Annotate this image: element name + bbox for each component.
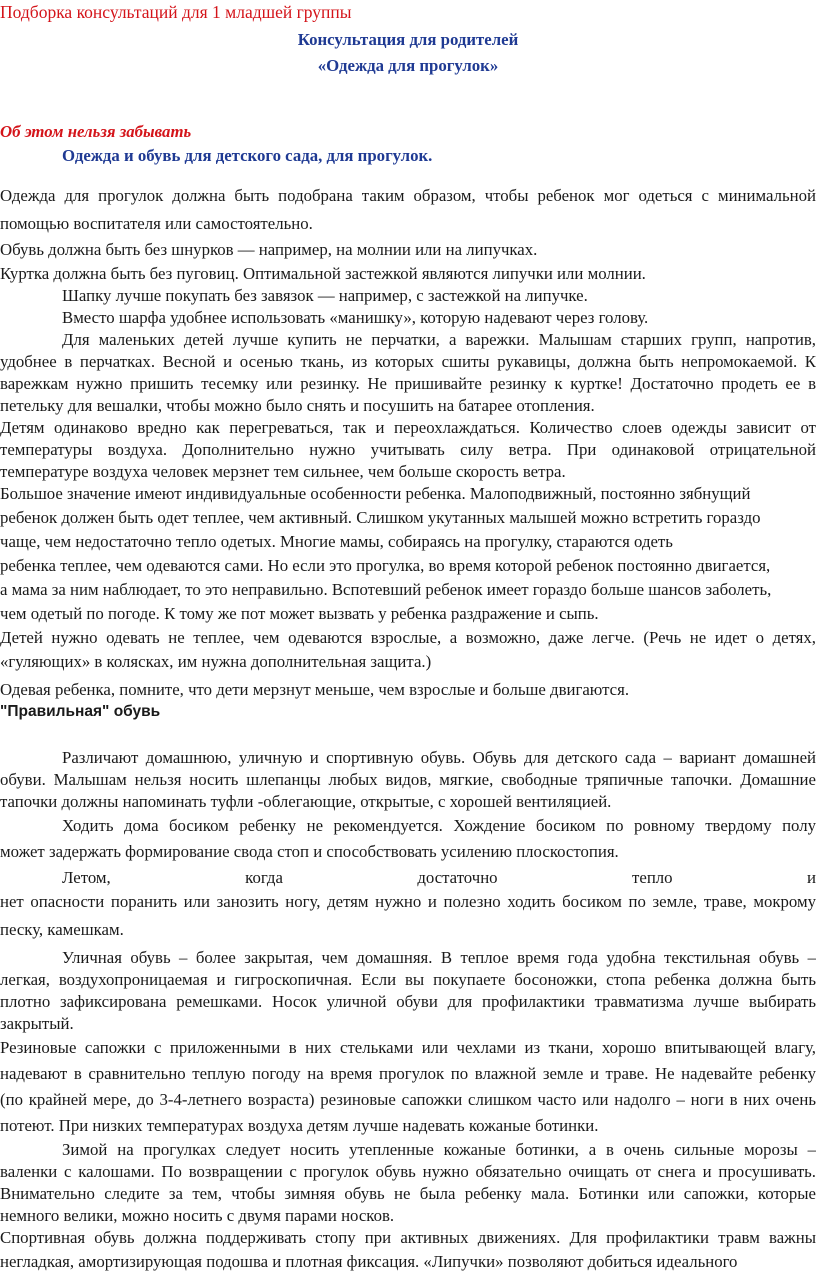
text-line: плотно зафиксирована ремешками. Носок уличной обуви для профилактики травматизма лучше выбирать [0,992,816,1011]
text-line: чаще, чем недостаточно тепло одетых. Многие мамы, собираясь на прогулку, стараются одеть [0,532,673,551]
text-line: Резиновые сапожки с приложенными в них стельками или чехлами из ткани, хорошо впитывающей влагу, [0,1038,816,1057]
text-line: (по крайней мере, до 3-4-летнего возраста) резиновые сапожки слишком часто или надолго – ноги в них очень [0,1090,816,1109]
text-line: а мама за ним наблюдает, то это неправильно. Вспотевший ребенок имеет гораздо больше шансов заболеть, [0,580,772,599]
shoes-title: "Правильная" обувь [0,703,161,720]
text-line: обуви. Малышам нельзя носить шлепанцы любых видов, мягкие, свободные тряпичные тапочки. Домашние [0,770,816,789]
text-line: легкая, воздухопроницаемая и гигроскопичная. Если вы покупаете босоножки, стопа ребенка должна быть [0,970,816,989]
text-line: Одежда для прогулок должна быть подобрана таким образом, чтобы ребенок мог одеться с минимальной [0,186,816,205]
text-line: Обувь должна быть без шнурков — например, на молнии или на липучках. [0,240,538,259]
text-line: Вместо шарфа удобнее использовать «манишку», которую надевают через голову. [62,308,649,327]
text-line: помощью воспитателя или самостоятельно. [0,214,313,233]
text-line: Различают домашнюю, уличную и спортивную обувь. Обувь для детского сада – вариант домашней [62,748,816,767]
text-line: ребенок должен быть одет теплее, чем активный. Слишком укутанных малышей можно встретить гораздо [0,508,761,527]
text-line: немного велики, можно носить с двумя парами носков. [0,1206,395,1225]
text-line: Шапку лучше покупать без завязок — например, с застежкой на липучке. [62,286,588,305]
text-line: Зимой на прогулках следует носить утепленные кожаные ботинки, а в очень сильные морозы – [62,1140,816,1159]
text-line: Летом, когда достаточно тепло и [62,868,816,887]
text-line: удобнее в перчатках. Весной и осенью ткань, из которых сшиты рукавицы, должна быть непромокаемой. К [0,352,816,371]
text-line: надевают в сравнительно теплую погоду на время прогулок по влажной земле и траве. Не надевайте ребенку [0,1064,816,1083]
section-title: Одежда и обувь для детского сада, для прогулок. [62,146,433,165]
text-line: Для маленьких детей лучше купить не перчатки, а варежки. Малышам старших групп, напротив, [62,330,816,349]
text-line: Детям одинаково вредно как перегреваться, так и переохлаждаться. Количество слоев одежды зависит от [0,418,816,437]
text-line: валенки с калошами. По возвращении с прогулок обувь нужно обязательно очищать от снега и просушивать. [0,1162,816,1181]
text-line: Спортивная обувь должна поддерживать стопу при активных движениях. Для профилактики травм важны [0,1228,816,1247]
remember-title: Об этом нельзя забывать [0,122,192,141]
text-line: негладкая, амортизирующая подошва и плотная фиксация. «Липучки» позволяют добиться идеального [0,1252,738,1271]
text-line: Детей нужно одевать не теплее, чем одеваются взрослые, а возможно, даже легче. (Речь не идет о детях, [0,628,816,647]
text-line: может задержать формирование свода стоп и способствовать усилению плоскостопия. [0,842,619,861]
text-line: нет опасности поранить или занозить ногу, детям нужно и полезно ходить босиком по земле, траве, мокрому [0,892,816,911]
text-line: Уличная обувь – более закрытая, чем домашняя. В теплое время года удобна текстильная обувь – [62,948,816,967]
text-line: чем одетый по погоде. К тому же пот может вызвать у ребенка раздражение и сыпь. [0,604,599,623]
subheading: «Одежда для прогулок» [317,56,499,75]
text-line: Ходить дома босиком ребенку не рекомендуется. Хождение босиком по ровному твердому полу [62,816,816,835]
text-line: варежкам нужно пришить тесемку или резинку. Не пришивайте резинку к куртке! Достаточно продеть ее в [0,374,816,393]
text-line: тапочки должны напоминать туфли -облегающие, открытые, с хорошей вентиляцией. [0,792,612,811]
text-line: закрытый. [0,1014,74,1033]
text-line: петельку для вешалки, чтобы можно было снять и посушить на батарее отопления. [0,396,595,415]
heading: Консультация для родителей [297,30,519,49]
text-line: ребенка теплее, чем одеваются сами. Но если это прогулка, во время которой ребенок постоянно двигается, [0,556,771,575]
text-line: Внимательно следите за тем, чтобы зимняя обувь не была ребенку мала. Ботинки или сапожки, которые [0,1184,816,1203]
text-line: Куртка должна быть без пуговиц. Оптимальной застежкой являются липучки или молнии. [0,264,646,283]
text-line: температуре воздуха человек мерзнет тем сильнее, чем больше скорость ветра. [0,462,566,481]
collection-title: Подборка консультаций для 1 младшей группы [0,2,352,22]
text-line: Большое значение имеют индивидуальные особенности ребенка. Малоподвижный, постоянно зябнущий [0,484,751,503]
text-line: песку, камешкам. [0,920,124,939]
text-line: «гуляющих» в колясках, им нужна дополнительная защита.) [0,652,432,671]
text-line: температуры воздуха. Дополнительно нужно учитывать силу ветра. При одинаковой отрицательной [0,440,816,459]
text-line: Одевая ребенка, помните, что дети мерзнут меньше, чем взрослые и больше двигаются. [0,680,630,699]
text-line: потеют. При низких температурах воздуха детям лучше надевать кожаные ботинки. [0,1116,599,1135]
